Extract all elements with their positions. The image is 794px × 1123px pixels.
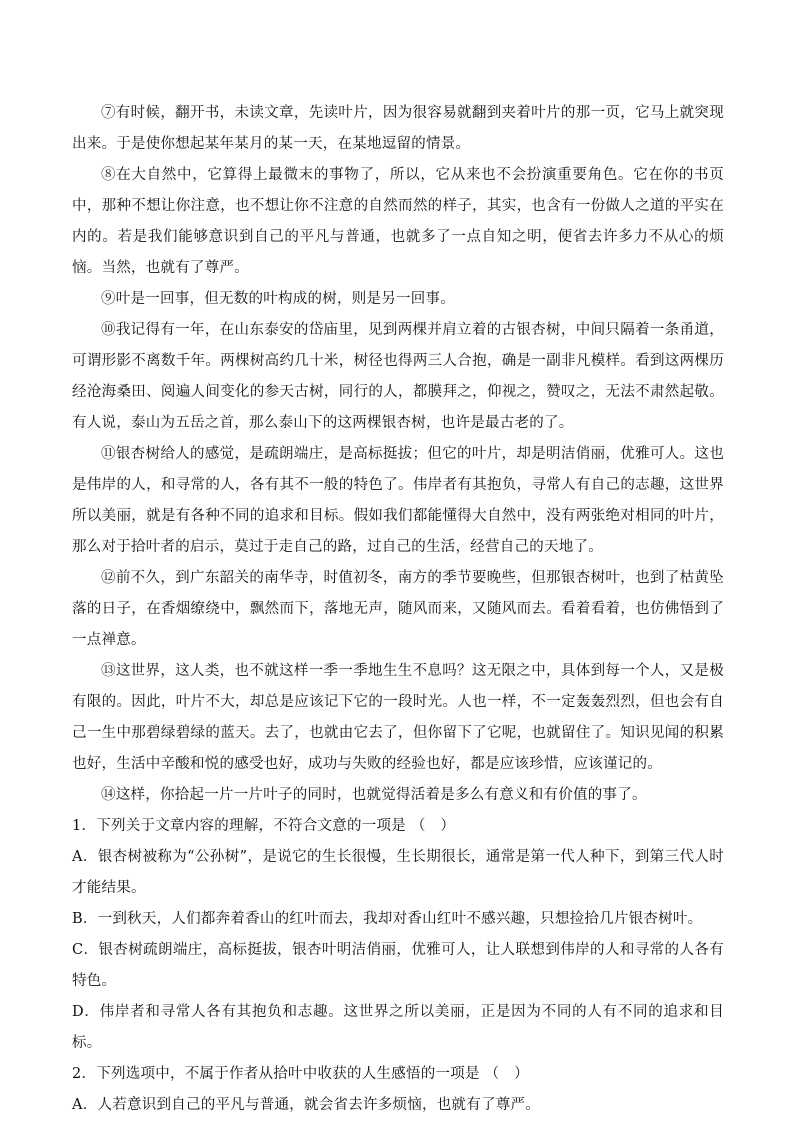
paragraph-12: ⑫前不久，到广东韶关的南华寺，时值初冬，南方的季节要晚些，但那银杏树叶，也到了枯黄坠落的日子，在香烟缭绕中，飘然而下，落地无声，随风而来，又随风而去。看着看着，也仿佛悟到了一点禅意。 bbox=[72, 570, 724, 648]
document-page bbox=[72, 98, 724, 1121]
question-2-option-a: A．人若意识到自己的平凡与普通，就会省去许多烦恼，也就有了尊严。 bbox=[72, 1097, 540, 1113]
paragraph-14: ⑭这样，你拾起一片一片叶子的同时，也就觉得活着是多么有意义和有价值的事了。 bbox=[101, 787, 647, 803]
question-1-option-c: C．银杏树疏朗端庄，高标挺拔，银杏叶明洁俏丽，优雅可人，让人联想到伟岸的人和寻常的人各有特色。 bbox=[72, 942, 724, 989]
question-1-option-a: A．银杏树被称为“公孙树”，是说它的生长很慢，生长期很长，通常是第一代人种下，到第三代人时才能结果。 bbox=[72, 849, 724, 896]
paragraph-8: ⑧在大自然中，它算得上最微末的事物了，所以，它从来也不会扮演重要角色。它在你的书页中，那种不想让你注意，也不想让你不注意的自然而然的样子，其实，也含有一份做人之道的平实在内的。若是我们能够意识到自己的平凡与普通，也就多了一点自知之明，便省去许多力不从心的烦恼。当然，也就有了尊严。 bbox=[72, 167, 724, 276]
paragraph-7: ⑦有时候，翻开书，未读文章，先读叶片，因为很容易就翻到夹着叶片的那一页，它马上就突现出来。于是使你想起某年某月的某一天，在某地逗留的情景。 bbox=[72, 105, 724, 152]
question-1-option-d: D．伟岸者和寻常人各有其抱负和志趣。这世界之所以美丽，正是因为不同的人有不同的追求和目标。 bbox=[72, 1004, 724, 1051]
paragraph-13: ⑬这世界，这人类，也不就这样一季一季地生生不息吗？这无限之中，具体到每一个人，又是极有限的。因此，叶片不大，却总是应该记下它的一段时光。人也一样，不一定轰轰烈烈，但也会有自己一生中那碧绿碧绿的蓝天。去了，也就由它去了，但你留下了它呢，也就留住了。知识见闻的积累也好，生活中辛酸和悦的感受也好，成功与失败的经验也好，都是应该珍惜，应该谨记的。 bbox=[72, 663, 724, 772]
question-1-stem: 1．下列关于文章内容的理解，不符合文意的一项是 （ ） bbox=[72, 818, 456, 834]
paragraph-11: ⑪银杏树给人的感觉，是疏朗端庄，是高标挺拔；但它的叶片，却是明洁俏丽，优雅可人。这也是伟岸的人，和寻常的人，各有其不一般的特色了。伟岸者有其抱负，寻常人有自己的志趣，这世界所以美丽，就是有各种不同的追求和目标。假如我们都能懂得大自然中，没有两张绝对相同的叶片，那么对于拾叶者的启示，莫过于走自己的路，过自己的生活，经营自己的天地了。 bbox=[72, 446, 724, 555]
question-1-option-b: B．一到秋天，人们都奔着香山的红叶而去，我却对香山红叶不感兴趣，只想捡拾几片银杏树叶。 bbox=[72, 911, 703, 927]
paragraph-10: ⑩我记得有一年，在山东泰安的岱庙里，见到两棵并肩立着的古银杏树，中间只隔着一条甬道，可谓形影不离数千年。两棵树高约几十米，树径也得两三人合抱，确是一副非凡模样。看到这两棵历经沧海桑田、阅遍人间变化的参天古树，同行的人，都膜拜之，仰视之，赞叹之，无法不肃然起敬。有人说，泰山为五岳之首，那么泰山下的这两棵银杏树，也许是最古老的了。 bbox=[72, 322, 724, 431]
paragraph-9: ⑨叶是一回事，但无数的叶构成的树，则是另一回事。 bbox=[101, 291, 455, 307]
question-2-stem: 2．下列选项中，不属于作者从拾叶中收获的人生感悟的一项是 （ ） bbox=[72, 1066, 529, 1082]
